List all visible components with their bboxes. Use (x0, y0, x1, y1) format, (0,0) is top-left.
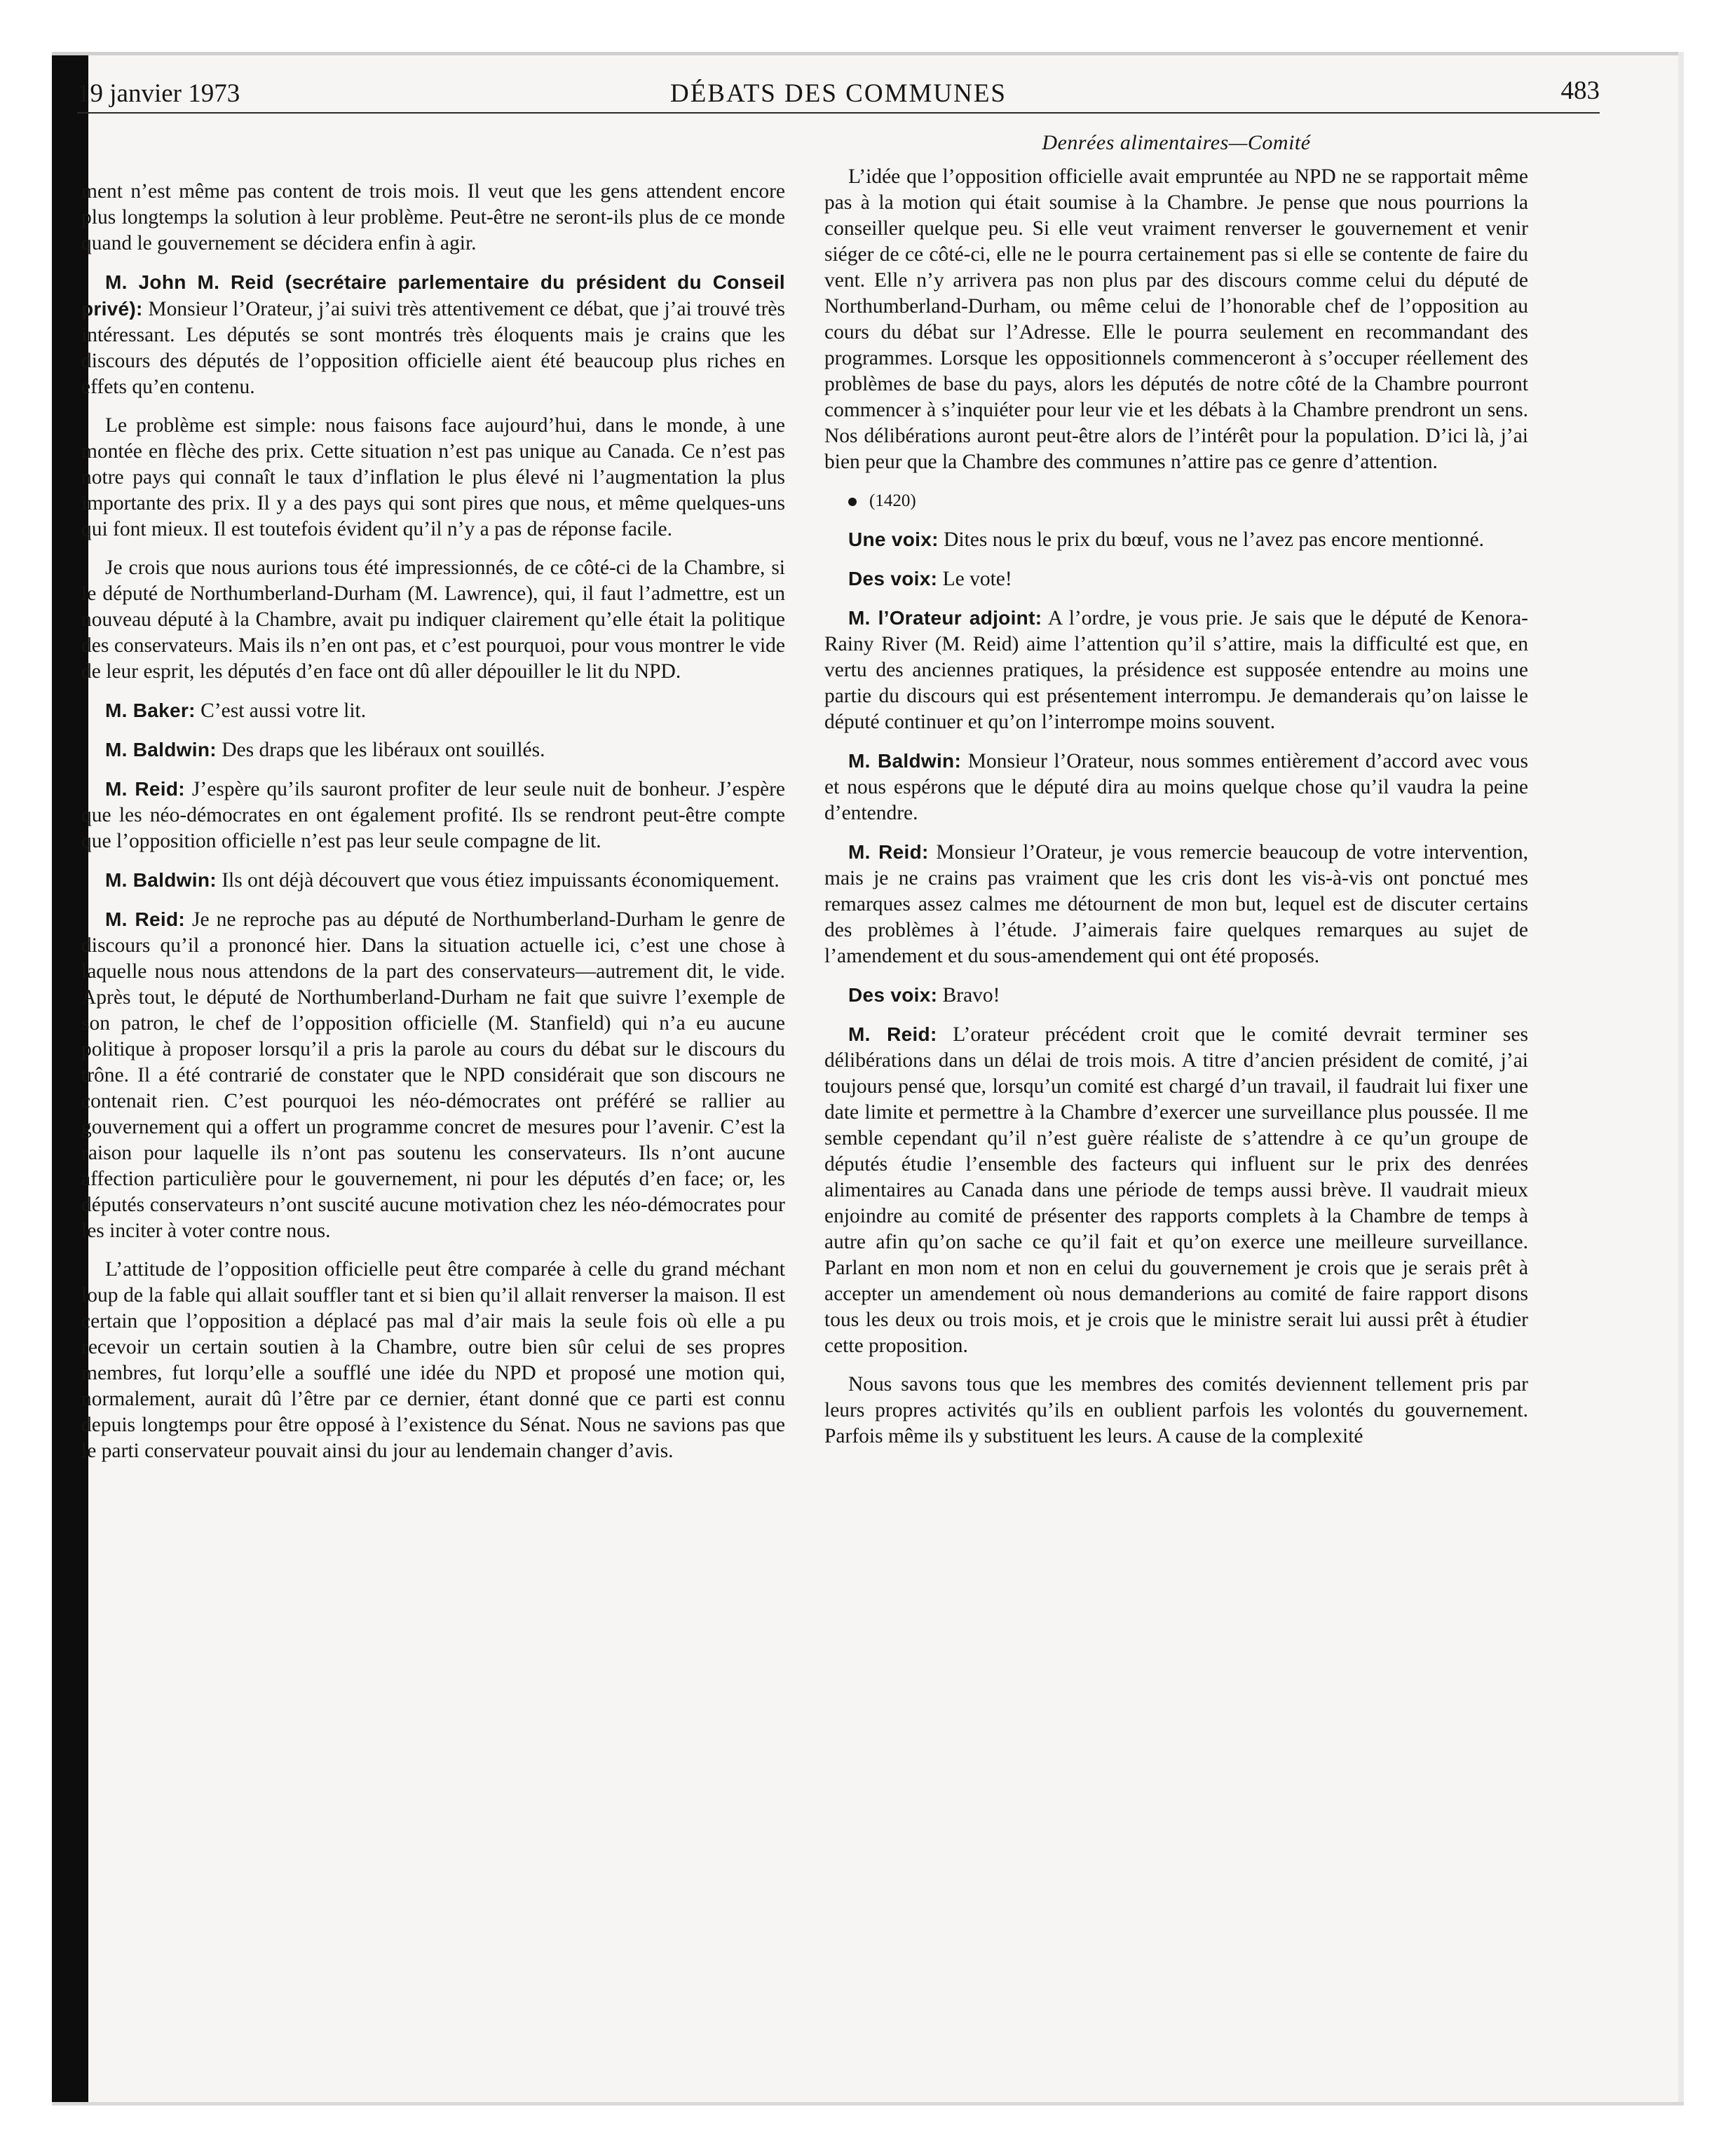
speech-paragraph: M. l’Orateur adjoint: A l’ordre, je vous prie. Je sais que le député de Kenora-Rainy River (M. Reid) aime l’attention qu’il s’attire, mais la difficulté est que, en vertu des anciennes pratiques, la présidence est supposée entendre au moins une partie du discours qui est présentement interrompu. Je demanderais qu’on laisse le député continuer et qu’on l’interrompe moins souvent. (824, 607, 1528, 733)
speech-paragraph: M. Baldwin: Des draps que les libéraux ont souillés. (105, 739, 545, 761)
paragraph: Je crois que nous aurions tous été impressionnés, de ce côté-ci de la Chambre, si le député de Northumberland-Durham (M. Lawrence), qui, il faut l’admettre, est un nouveau député à la Chambre, avait pu indiquer clairement qu’elle était la politique des conservateurs. Mais ils n’en ont pas, et c’est pourquoi, pour vous montrer le vide de leur esprit, les députés d’en face ont dû aller dépouiller le lit du NPD. (81, 557, 785, 683)
speaker-name: M. Baker: (105, 700, 196, 721)
header-date: 19 janvier 1973 (77, 79, 240, 108)
speech-paragraph: M. Reid: Je ne reproche pas au député de Northumberland-Durham le genre de discours qu’il a prononcé hier. Dans la situation actuelle ici, c’est une chose à laquelle nous nous attendons de la part des conservateurs—autrement dit, le vide. Après tout, le député de Northumberland-Durham ne fait que suivre l’exemple de son patron, le chef de l’opposition officielle (M. Stanfield) qui n’a eu aucune politique à proposer lorsqu’il a pris la parole au cours du débat sur le discours du trône. Il a été contrarié de constater que le NPD considérait que son discours ne contenait rien. C’est pourquoi les néo-démocrates ont préféré se rallier au gouvernement qui a offert un programme concret de mesures pour l’avenir. C’est la raison pour laquelle ils n’ont pas soutenu les conservateurs. Ils n’ont aucune affection particulière pour le gouvernement, ni pour les députés d’en face; or, les députés conservateurs n’ont suscité aucune motivation chez les néo-démocrates pour les inciter à voter contre nous. (81, 908, 785, 1242)
speech-paragraph: M. Reid: J’espère qu’ils sauront profiter de leur seule nuit de bonheur. J’espère que les néo-démocrates en ont également profité. Ils se rendront peut-être compte que l’opposition officielle n’est pas leur seule compagne de lit. (81, 778, 785, 852)
speech-paragraph: M. Baldwin: Monsieur l’Orateur, nous sommes entièrement d’accord avec vous et nous espérons que le député dira au moins quelque chose qu’il vaudra la peine d’entendre. (824, 750, 1528, 824)
running-head: Denrées alimentaires—Comité (1042, 131, 1311, 154)
speaker-name: M. Baldwin: (105, 739, 217, 760)
page-header (77, 76, 1600, 114)
speech-paragraph: M. John M. Reid (secrétaire parlementaire du président du Conseil privé): Monsieur l’Orateur, j’ai suivi très attentivement ce débat, que j’ai trouvé très intéressant. Les députés se sont montrés très éloquents mais je crains que les discours des députés de l’opposition officielle aient été beaucoup plus riches en effets qu’en contenu. (81, 271, 785, 398)
speaker-name: M. Reid: (848, 1023, 937, 1045)
page-number: 483 (1560, 76, 1600, 105)
speaker-name: M. John M. Reid (secrétaire parlementaire du président du Conseil privé): (81, 271, 785, 320)
speech-paragraph: M. Reid: L’orateur précédent croit que le comité devrait terminer ses délibérations dans un délai de trois mois. A titre d’ancien président de comité, j’ai toujours pensé que, lorsqu’un comité est chargé d’un travail, il faudrait lui fixer une date limite et permettre à la Chambre d’exercer une surveillance plus poussée. Il me semble cependant qu’il n’est guère réaliste de s’attendre à ce qu’un groupe de députés étudie l’ensemble des facteurs qui influent sur le prix des denrées alimentaires au Canada dans une période de temps aussi brève. Il vaudrait mieux enjoindre au comité de présenter des rapports complets à la Chambre de temps à autre afin qu’on sache ce qu’il fait et qu’on exerce une meilleure surveillance. Parlant en mon nom et non en celui du gouvernement je crois que je serais prêt à accepter un amendement où nous demanderions au comité de faire rapport disons tous les deux ou trois mois, et je crois que le ministre serait lui aussi prêt à étudier cette proposition. (824, 1023, 1528, 1357)
scan-bottom-edge (52, 2102, 1684, 2106)
header-title: DÉBATS DES COMMUNES (669, 79, 1007, 108)
paragraph: L’attitude de l’opposition officielle peut être comparée à celle du grand méchant loup de la fable qui allait souffler tant et si bien qu’il allait renverser la maison. Il est certain que l’opposition a déplacé pas mal d’air mais la seule fois où elle a pu recevoir un certain soutien à la Chambre, outre bien sûr celui de ses propres membres, fut lorqu’elle a soufflé une idée du NPD et proposé une motion qui, normalement, aurait dû l’être par ce dernier, étant donné que ce parti est connu depuis longtemps pour être opposé à l’existence du Sénat. Nous ne savions pas que le parti conservateur pouvait ainsi du jour au lendemain changer d’avis. (81, 1258, 785, 1462)
speaker-name: Des voix: (848, 984, 938, 1006)
speaker-name: M. Reid: (105, 778, 185, 800)
speech-paragraph: Des voix: Bravo! (848, 984, 1000, 1007)
speaker-name: Des voix: (848, 568, 938, 589)
speaker-name: M. Baldwin: (105, 869, 217, 891)
speaker-name: M. Reid: (848, 841, 929, 863)
paragraph: Nous savons tous que les membres des comités deviennent tellement pris par leurs propres activités qu’ils en oublient parfois les volontés du gouvernement. Parfois même ils y substituent les leurs. A cause de la complexité (824, 1373, 1528, 1447)
left-column (81, 179, 785, 1477)
scan-right-edge (1678, 52, 1684, 2106)
bullet-icon (848, 498, 857, 506)
speech-paragraph: M. Baker: C’est aussi votre lit. (105, 700, 367, 722)
speech-paragraph: M. Reid: Monsieur l’Orateur, je vous remercie beaucoup de votre intervention, mais je ne crains pas vraiment que les cris dont les vis-à-vis ont ponctué mes remarques assez calmes me détournent de mon but, lequel est de discuter certains des problèmes à l’étude. J’aimerais faire quelques remarques au sujet de l’amendement et du sous-amendement qui ont été proposés. (824, 841, 1528, 967)
time-mark: (1420) (824, 488, 1528, 514)
speaker-name: M. Reid: (105, 908, 185, 930)
paragraph: ment n’est même pas content de trois mois. Il veut que les gens attendent encore plus longtemps la solution à leur problème. Peut-être ne seront-ils plus de ce monde quand le gouvernement se décidera enfin à agir. (81, 180, 785, 254)
speaker-name: Une voix: (848, 528, 939, 550)
speech-paragraph: M. Baldwin: Ils ont déjà découvert que vous étiez impuissants économiquement. (105, 869, 780, 892)
speaker-name: M. l’Orateur adjoint: (848, 607, 1042, 629)
right-column (824, 130, 1528, 1462)
speech-paragraph: Une voix: Dites nous le prix du bœuf, vous ne l’avez pas encore mentionné. (848, 528, 1484, 551)
paragraph: L’idée que l’opposition officielle avait empruntée au NPD ne se rapportait même pas à la motion qui était soumise à la Chambre. Je pense que nous pourrions la conseiller quelque peu. Si elle veut vraiment renverser le gouvernement et venir siéger de ce côté-ci, elle ne le pourra certainement pas si elle se contente de faire du vent. Elle n’y arrivera pas non plus par des discours comme celui du député de Northumberland-Durham, ou même celui de l’honorable chef de l’opposition au cours du débat sur l’Adresse. Elle le pourra seulement en recommandant des programmes. Lorsque les oppositionnels commenceront à s’occuper réellement des problèmes de base du pays, alors les députés de notre côté de la Chambre pourront commencer à s’inquiéter pour leur vie et les débats à la Chambre prendront un sens. Nos délibérations auront peut-être alors de l’intérêt pour la population. D’ici là, j’ai bien peur que la Chambre des communes n’attire pas ce genre d’attention. (824, 165, 1528, 473)
speaker-name: M. Baldwin: (848, 750, 962, 772)
paragraph: Le problème est simple: nous faisons face aujourd’hui, dans le monde, à une montée en flèche des prix. Cette situation n’est pas unique au Canada. Ce n’est pas notre pays qui connaît le taux d’inflation le plus élevé ni l’augmentation la plus importante des prix. Il y a des pays qui sont pires que nous, et même quelques-uns qui font mieux. Il est toutefois évident qu’il n’y a pas de réponse facile. (81, 414, 785, 540)
speech-paragraph: Des voix: Le vote! (848, 568, 1012, 590)
